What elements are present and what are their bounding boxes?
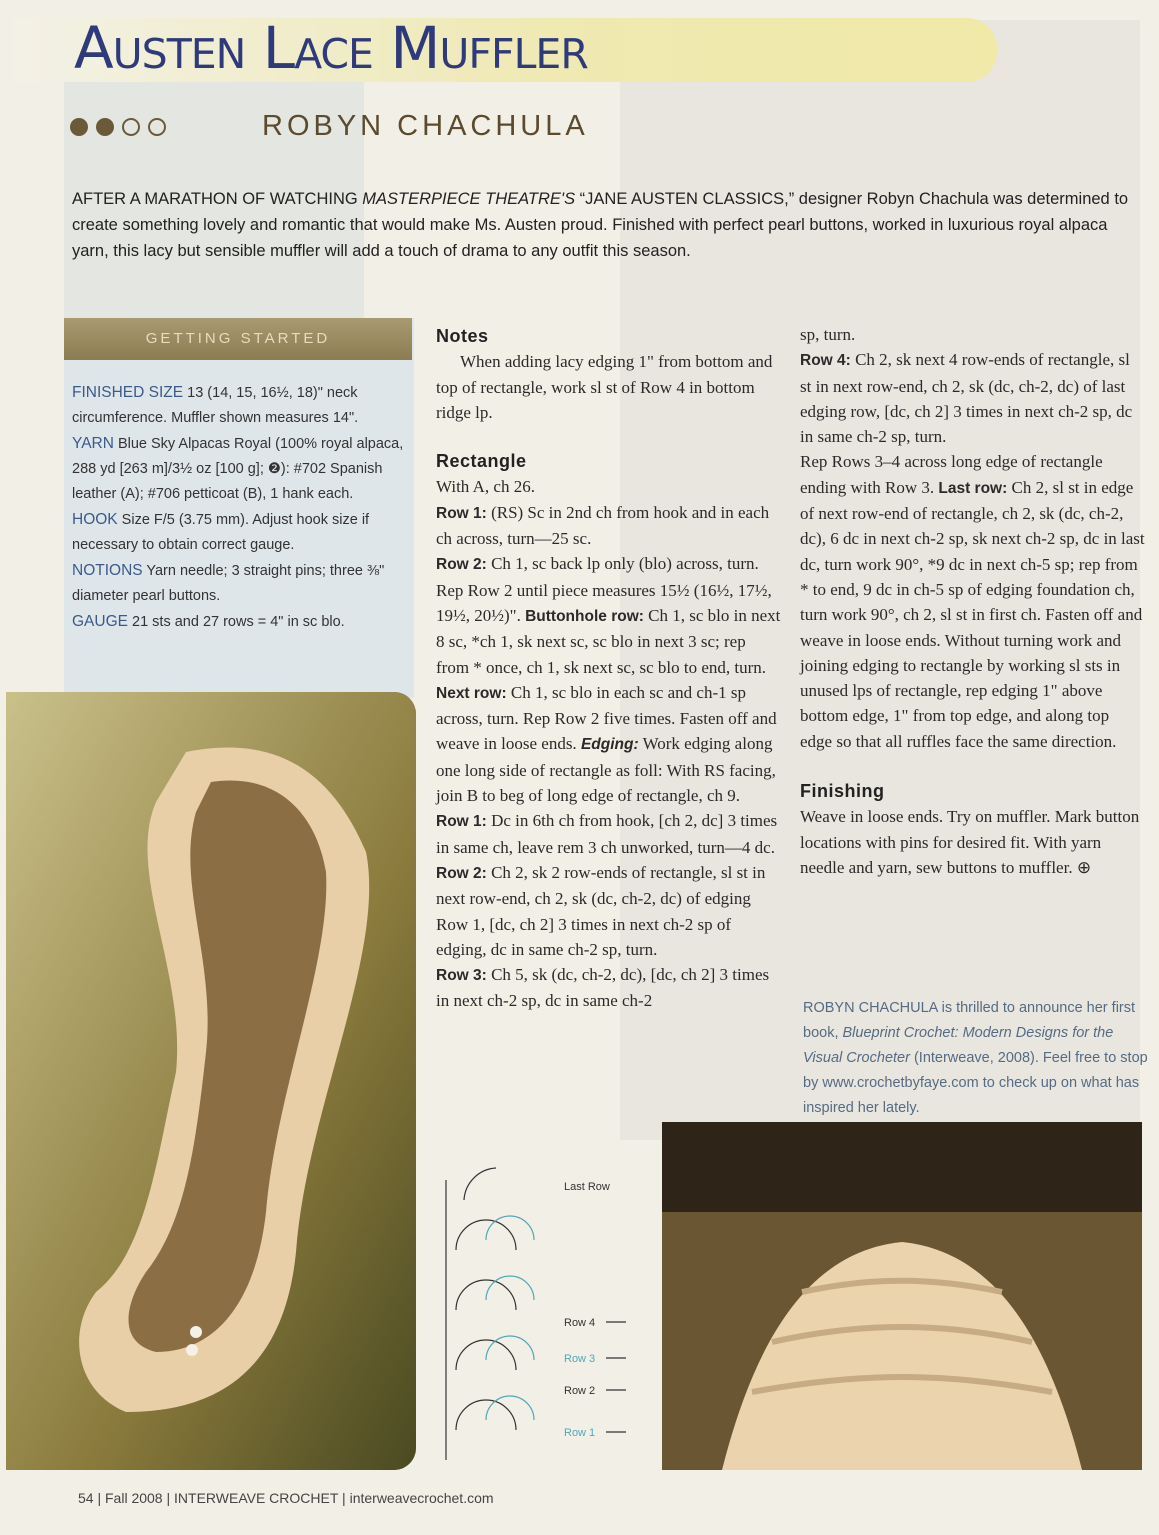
edging-row-4-label: Row 4:: [800, 352, 851, 370]
edging-row-4-text: Ch 2, sk next 4 row-ends of rectangle, sl st in next row-end, ch 2, sk (dc, ch-2, dc) of last edging row, [dc, ch 2] 3 times in next ch-2 sp, dc in same ch-2 sp, turn.: [800, 350, 1133, 447]
finishing-text-block: [800, 804, 1145, 880]
issue: Fall 2008: [105, 1490, 163, 1506]
notes-heading: Notes: [436, 326, 489, 346]
bio-text-1: is thrilled to announce her first book,: [803, 1000, 1136, 1041]
muffler-worn-image: [662, 1122, 1142, 1470]
edging-row-2-label: Row 2:: [436, 864, 487, 882]
skill-dot-filled: [96, 118, 114, 136]
gauge-label: GAUGE: [72, 613, 128, 630]
last-row-paragraph: [800, 449, 1145, 754]
gauge-value: 21 sts and 27 rows = 4" in sc blo.: [127, 614, 345, 630]
intro-lead: AFTER A MARATHON OF WATCHING: [72, 190, 363, 208]
hook-value: Size F/5 (3.75 mm). Adjust hook size if necessary to obtain correct gauge.: [72, 512, 370, 553]
buttonhole-text: Ch 1, sc blo in next 8 sc, *ch 1, sk next sc, sc blo in next 3 sc; rep from * once, ch 1, sk next sc, sc blo to end, turn.: [436, 605, 781, 677]
skill-dot-filled: [70, 118, 88, 136]
rectangle-heading: Rectangle: [436, 451, 527, 472]
diagram-label-row-1: Row 1: [564, 1427, 596, 1439]
muffler-photo-image: [6, 692, 416, 1470]
getting-started-heading: GETTING STARTED: [64, 318, 412, 360]
diagram-label-row-3: Row 3: [564, 1353, 596, 1365]
pattern-column-1: [436, 324, 781, 1014]
repeat-rows-text: Rep Rows 3–4 across long edge of rectangle ending with Row 3.: [800, 452, 1103, 497]
edging-row-2: [436, 860, 781, 962]
intro-lead-rest: “JANE AUSTEN CLASSICS,”: [575, 190, 795, 208]
muffler-photo: [6, 692, 416, 1470]
diagram-arc-teal: [486, 1336, 534, 1360]
intro-paragraph: [72, 186, 1147, 264]
bio-book-title: Blueprint Crochet: Modern Designs for the Visual Crocheter: [803, 1025, 1114, 1066]
edging-label: Edging:: [580, 736, 639, 754]
finished-size-value: 13 (14, 15, 16½, 18)" neck circumference. Muffler shown measures 14".: [72, 385, 359, 426]
page-footer: 54 | Fall 2008 | INTERWEAVE CROCHET | interweavecrochet.com: [78, 1490, 494, 1506]
rectangle-start: With A, ch 26.: [436, 477, 535, 497]
edging-row-3: [436, 962, 781, 1014]
finished-size-label: FINISHED SIZE: [72, 384, 184, 401]
skill-dot-empty: [122, 118, 140, 136]
stitch-diagram-svg: [436, 1140, 646, 1470]
diagram-arc-teal: [486, 1216, 534, 1240]
stitch-diagram: [436, 1140, 646, 1470]
finishing-heading: Finishing: [800, 781, 885, 802]
diagram-label-row-2: Row 2: [564, 1385, 596, 1397]
edging-row-4: [800, 347, 1145, 449]
last-row-label: Last row:: [938, 479, 1008, 497]
finishing-text: Weave in loose ends. Try on muffler. Mark button locations with pins for desired fit. With yarn needle and yarn, sew buttons to muffler.: [800, 807, 1140, 877]
bio-name: ROBYN CHACHULA: [803, 1000, 938, 1016]
yarn-value: Blue Sky Alpacas Royal (100% royal alpaca, 288 yd [263 m]/3½ oz [100 g]; ❷): #702 Spanish leather (A); #706 petticoat (B), 1 hank each.: [72, 436, 404, 502]
edging-row-3-text: Ch 5, sk (dc, ch-2, dc), [dc, ch 2] 3 times in next ch-2 sp, dc in same ch-2: [436, 965, 770, 1011]
diagram-arc-teal: [486, 1396, 534, 1420]
page-title: Austen Lace Muffler: [74, 14, 588, 82]
specs-list: [72, 380, 407, 635]
edging-row-1-text: Dc in 6th ch from hook, [ch 2, dc] 3 times in same ch, leave rem 3 ch unworked, turn—4 dc.: [436, 811, 778, 857]
pattern-column-2: [800, 322, 1145, 880]
diagram-arc: [464, 1168, 496, 1200]
notions-value: Yarn needle; 3 straight pins; three ⅜" diameter pearl buttons.: [72, 563, 385, 604]
designer-bio: [803, 996, 1148, 1121]
buttonhole-label: Buttonhole row:: [525, 607, 644, 625]
row-2: [436, 551, 781, 577]
yarn-label: YARN: [72, 435, 114, 452]
row-1-text: (RS) Sc in 2nd ch from hook and in each ch across, turn—25 sc.: [436, 502, 770, 549]
continuation-text: sp, turn.: [800, 325, 856, 344]
hook-label: HOOK: [72, 511, 118, 528]
repeat-paragraph: [436, 578, 781, 809]
page-number: 54: [78, 1490, 94, 1506]
row-2-label: Row 2:: [436, 556, 487, 574]
edging-row-1-label: Row 1:: [436, 813, 487, 831]
repeat-text: Rep Row 2 until piece measures 15½ (16½, 17½, 19½, 20½)".: [436, 580, 772, 625]
edging-row-1: [436, 808, 781, 860]
author-name: ROBYN CHACHULA: [262, 110, 589, 142]
row-1: [436, 500, 781, 552]
magazine-name: INTERWEAVE CROCHET: [174, 1490, 339, 1506]
diagram-label-row-4: Row 4: [564, 1317, 596, 1329]
skill-dot-empty: [148, 118, 166, 136]
skill-level-dots: [70, 118, 166, 136]
magazine-url: interweavecrochet.com: [349, 1490, 494, 1506]
muffler-worn-photo: [662, 1122, 1142, 1470]
edging-text: Work edging along one long side of rectangle as foll: With RS facing, join B to beg of long edge of rectangle, ch 9.: [436, 734, 776, 806]
end-mark-icon: ⊕: [1072, 857, 1092, 877]
notions-label: NOTIONS: [72, 562, 143, 579]
last-row-text: Ch 2, sl st in edge of next row-end of rectangle, ch 2, sk (dc, ch-2, dc), 6 dc in next ch-2 sp, sk next ch-2 sp, dc in last dc, turn work 90°, *9 dc in next ch-5 sp; rep from * to end, 9 dc in ch-5 sp of edging foundation ch, turn work 90°, ch 2, sl st in first ch. Fasten off and weave in loose ends. Without turning work and joining edging to rectangle by working sl sts in unused lps of rectangle, rep edging 1" above bottom edge, 1" from top edge, and along top edge so that all ruffles face the same direction.: [800, 477, 1145, 751]
next-row-text: Ch 1, sc blo in each sc and ch-1 sp across, turn. Rep Row 2 five times. Fasten off and weave in loose ends.: [436, 682, 777, 754]
diagram-arc-teal: [486, 1276, 534, 1300]
intro-lead-italic: MASTERPIECE THEATRE'S: [362, 190, 576, 208]
intro-body: designer Robyn Chachula was determined to create something lovely and romantic that would make Ms. Austen proud. Finished with perfect pearl buttons, worked in luxurious royal alpaca yarn, this lacy but sensible muffler will add a touch of drama to any outfit this season.: [72, 190, 1129, 260]
bio-text-2: (Interweave, 2008). Feel free to stop by www.crochetbyfaye.com to check up on what has inspired her lately.: [803, 1050, 1148, 1116]
row-2-text: Ch 1, sc back lp only (blo) across, turn.: [486, 554, 759, 574]
row-1-label: Row 1:: [436, 504, 487, 522]
edging-row-3-label: Row 3:: [436, 967, 487, 985]
notes-text: When adding lacy edging 1" from bottom and top of rectangle, work sl st of Row 4 in bottom ridge lp.: [436, 352, 773, 422]
edging-row-2-text: Ch 2, sk 2 row-ends of rectangle, sl st in next row-end, ch 2, sk (dc, ch-2, dc) of edging Row 1, [dc, ch 2] 3 times in next ch-2 sp of edging, dc in same ch-2 sp, turn.: [436, 862, 766, 959]
next-row-label: Next row:: [436, 684, 507, 702]
diagram-label-last-row: Last Row: [564, 1181, 610, 1193]
